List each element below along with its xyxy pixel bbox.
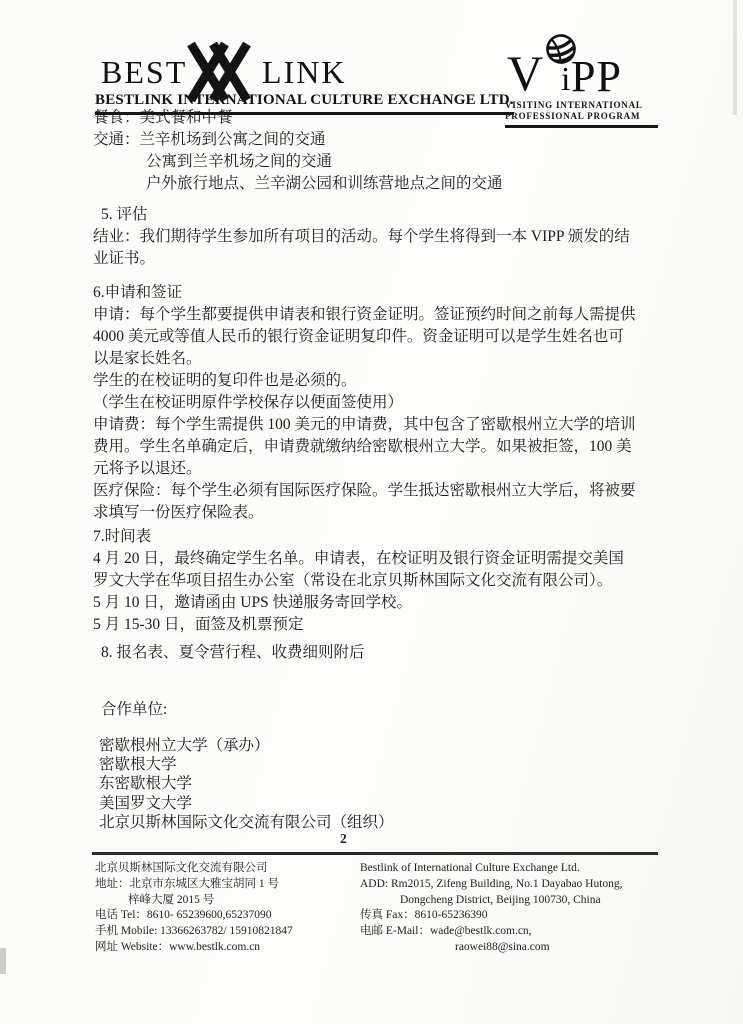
body-line: 医疗保险：每个学生必须有国际医疗保险。学生抵达密歇根州立大学后，将被要 [93,482,636,499]
body-line: 4 月 20 日，最终确定学生名单。申请表，在校证明及银行资金证明需提交美国 [93,550,624,567]
body-line: 申请费：每个学生需提供 100 美元的申请费，其中包含了密歇根州立大学的培训 [93,416,636,433]
footer-mobile: 手机 Mobile: 13366263782/ 15910821847 [95,925,293,938]
vipp-letters-pp: PP [571,52,622,101]
body-line: 以是家长姓名。 [93,350,202,367]
section-heading: 8. 报名表、夏令营行程、收费细则附后 [101,644,365,661]
partner-item: 密歇根大学 [99,756,177,774]
section-heading: 5. 评估 [101,206,148,223]
footer-address-en: ADD: Rm2015, Zifeng Building, No.1 Dayabao Hutong, [360,877,623,890]
bestlink-logo-best-text: BEST [101,54,188,90]
footer-email-2: raowei88@sina.com [455,940,550,953]
body-line: 5 月 15-30 日，面签及机票预定 [93,616,304,633]
footer-fax: 传真 Fax：8610-65236390 [360,909,488,922]
page-number: 2 [340,831,347,846]
vipp-letter-i: i [561,61,571,98]
body-line: 学生的在校证明的复印件也是必须的。 [93,372,357,389]
footer-website: 网址 Website：www.bestlk.com.cn [95,940,261,953]
vipp-tagline [505,100,658,128]
footer-address-cn: 地址：北京市东城区大雅宝胡同 1 号 [95,877,279,890]
transport-line: 公寓到兰辛机场之间的交通 [146,153,333,170]
bestlink-logo-link-text: LINK [262,54,347,90]
footer-phone: 电话 Tel：8610- 65239600,65237090 [95,909,272,922]
footer-address-cn-2: 梓峰大厦 2015 号 [128,893,215,906]
partner-item: 美国罗文大学 [99,794,193,812]
body-line: 5 月 10 日，邀请函由 UPS 快递服务寄回学校。 [93,594,413,611]
footer-divider [92,852,658,855]
section-application-visa [93,282,636,414]
meals-line: 餐食：美式餐和中餐 [93,109,233,126]
footer-left-column [95,861,293,956]
vipp-wordmark [505,34,658,101]
body-line: 元将予以退还。 [93,460,202,477]
partner-item: 密歇根州立大学（承办） [99,737,270,754]
section-fees-insurance [93,414,636,524]
partners-heading-block [93,699,167,721]
footer-email: 电邮 E-Mail：wade@bestlk.com.cn, [360,925,532,938]
body-line: （学生在校证明原件学校保存以便面签使用） [93,394,404,411]
scan-artifact [0,948,6,974]
vipp-logo [505,34,658,128]
body-line: 结业：我们期待学生参加所有项目的活动。每个学生将得到一本 VIPP 颁发的结 [93,228,630,245]
scan-artifact [733,0,737,115]
body-line: 业证书。 [93,250,156,267]
transport-line: 交通：兰辛机场到公寓之间的交通 [93,131,326,148]
section-evaluation [93,204,630,270]
section-heading: 6.申请和签证 [93,284,183,301]
transport-line: 户外旅行地点、兰辛湖公园和训练营地点之间的交通 [146,175,503,192]
vipp-tagline-line1: VISITING INTERNATIONAL [505,100,643,110]
footer-address-en-2: Dongcheng District, Beijing 100730, China [400,893,601,906]
section-timeline [93,526,624,636]
body-line: 费用。学生名单确定后，申请费就缴纳给密歇根州立大学。如果被拒签，100 美 [93,438,632,455]
body-line: 求填写一份医疗保险表。 [93,504,264,521]
vipp-tagline-line2: PROFESSIONAL PROGRAM [505,111,641,121]
partners-heading: 合作单位: [101,701,168,718]
body-line: 罗文大学在华项目招生办公室（常设在北京贝斯林国际文化交流有限公司）。 [93,572,613,589]
body-line: 申请：每个学生都要提供申请表和银行资金证明。签证预约时间之前每人需提供 [93,306,636,323]
company-name-line: BESTLINK INTERNATIONAL CULTURE EXCHANGE LTD. [95,92,514,115]
footer-company-en: Bestlink of International Culture Exchange Ltd. [360,862,580,874]
body-line: 4000 美元或等值人民币的银行资金证明复印件。资金证明可以是学生姓名也可 [93,328,624,345]
partner-item: 北京贝斯林国际文化交流有限公司（组织） [99,813,394,831]
vipp-letter-v: V [507,45,544,101]
section-meals-transport [93,107,503,195]
section-heading: 7.时间表 [93,528,152,545]
footer-company-cn: 北京贝斯林国际文化交流有限公司 [95,862,268,874]
partners-list [93,736,394,832]
partner-item: 东密歇根大学 [99,775,193,793]
section-attachments [93,642,365,664]
footer-right-column [360,861,623,956]
